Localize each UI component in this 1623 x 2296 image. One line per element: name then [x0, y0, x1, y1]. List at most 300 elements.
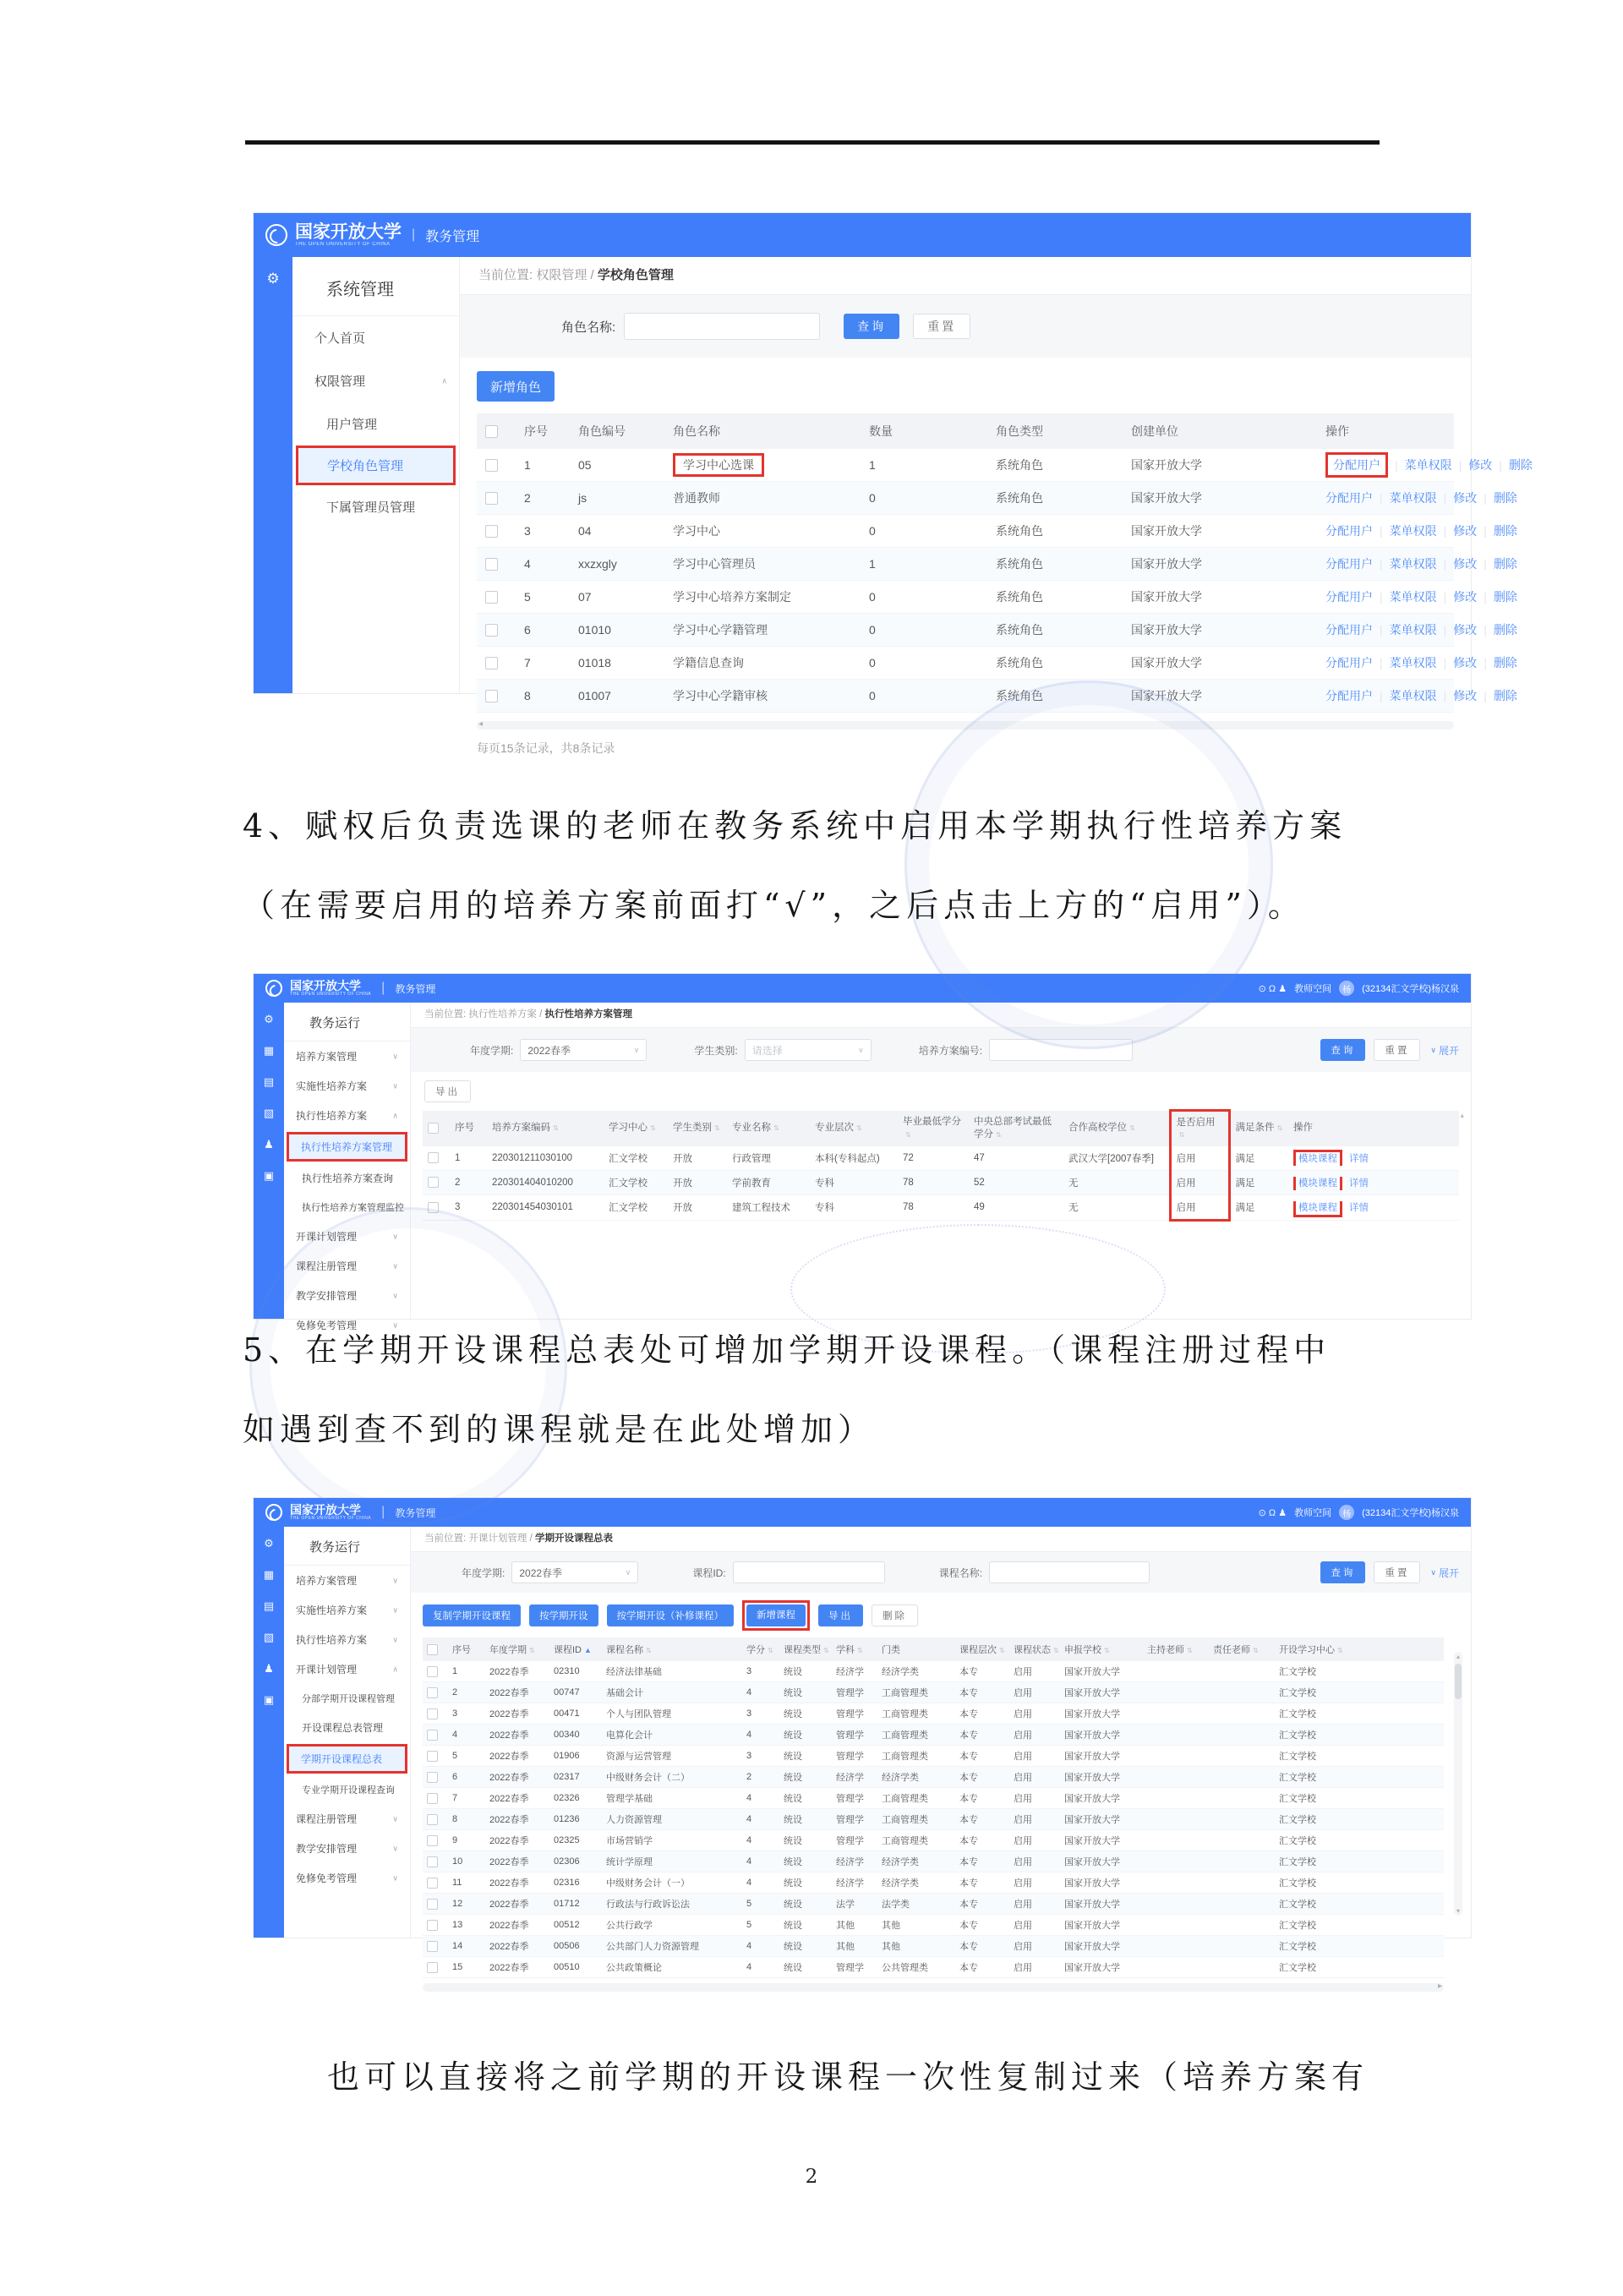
sort-icon: ⇅ — [529, 1647, 535, 1654]
action-link[interactable]: 删除 — [1493, 557, 1517, 571]
cell: 个人与团队管理 — [602, 1703, 742, 1725]
action-link[interactable]: 分配用户 — [1325, 590, 1373, 604]
cell: 管理学 — [832, 1746, 877, 1767]
action-link[interactable]: 修改 — [1468, 458, 1493, 472]
horizontal-scrollbar[interactable] — [477, 721, 1454, 730]
cell: 本专 — [955, 1872, 1009, 1894]
sidebar-item-label: 个人首页 — [314, 331, 366, 346]
table-row — [423, 1936, 1444, 1957]
cell: 汇文学校 — [1275, 1872, 1444, 1894]
cell: 开放 — [668, 1194, 727, 1220]
cell: 满足 — [1229, 1194, 1288, 1220]
breadcrumb-parent[interactable]: 开课计划管理 — [468, 1533, 527, 1544]
cell — [1209, 1851, 1275, 1872]
action-link[interactable]: 修改 — [1453, 524, 1478, 538]
column-header: 门类 — [877, 1637, 955, 1661]
column-header[interactable]: 学生类别 ⇅ — [668, 1111, 727, 1146]
cell: 3 — [448, 1703, 485, 1725]
checkbox[interactable] — [427, 1878, 438, 1889]
scroll-left-icon[interactable]: ◂ — [478, 719, 484, 729]
account-name[interactable]: (32134汇文学校)杨汉泉 — [1362, 984, 1459, 994]
cell: 220301211030100 — [487, 1146, 604, 1171]
cell: 14 — [448, 1936, 485, 1957]
cell: 系统角色 — [987, 647, 1123, 680]
sidebar-item-label: 实施性培养方案 — [296, 1080, 368, 1092]
cell: 4 — [742, 1830, 779, 1851]
term-label: 年度学期: — [470, 1044, 514, 1057]
checkbox[interactable] — [485, 558, 498, 571]
cell: 0 — [861, 482, 987, 515]
cell: 学习中心管理员 — [664, 548, 861, 581]
user-icon[interactable]: ♟ — [264, 1138, 274, 1151]
icon-rail — [254, 1527, 284, 1938]
checkbox[interactable] — [428, 1202, 439, 1213]
scroll-thumb[interactable] — [1455, 1664, 1462, 1699]
checkbox[interactable] — [427, 1730, 438, 1741]
cell — [1143, 1851, 1209, 1872]
column-header[interactable]: 课程名称 ⇅ — [602, 1637, 742, 1661]
action-link[interactable]: 修改 — [1453, 590, 1478, 604]
gear-icon[interactable]: ⚙ — [266, 271, 280, 287]
cell: 1 — [450, 1146, 487, 1171]
cell: 4 — [742, 1725, 779, 1746]
action-link[interactable]: 分配用户 — [1325, 557, 1373, 571]
sidebar-item[interactable] — [284, 1222, 410, 1251]
checkbox[interactable] — [428, 1177, 439, 1188]
column-header[interactable]: 年度学期 ⇅ — [485, 1637, 549, 1661]
checkbox[interactable] — [428, 1152, 439, 1163]
cell: 2022春季 — [485, 1809, 549, 1830]
cell — [1209, 1682, 1275, 1703]
avatar[interactable]: 杨 — [1339, 1505, 1354, 1520]
sidebar-item[interactable] — [284, 1775, 410, 1804]
avatar[interactable]: 杨 — [1339, 981, 1354, 996]
sidebar-item[interactable] — [284, 1566, 410, 1595]
column-header[interactable]: 课程类型 ⇅ — [779, 1637, 832, 1661]
cell: 无 — [1063, 1170, 1170, 1194]
cell: 国家开放大学 — [1060, 1915, 1143, 1936]
cell: 系统角色 — [987, 548, 1123, 581]
cell: 汇文学校 — [1275, 1661, 1444, 1682]
divider: | — [1395, 458, 1398, 472]
cell: 中级财务会计（二） — [602, 1767, 742, 1788]
action-link[interactable]: 修改 — [1453, 689, 1478, 702]
chevron-up-icon: ∧ — [392, 1111, 398, 1119]
sidebar-item-label: 开设课程总表管理 — [302, 1722, 384, 1734]
reset-button[interactable]: 重置 — [1374, 1561, 1420, 1583]
sidebar-item[interactable] — [284, 1281, 410, 1310]
action-link[interactable]: 菜单权限 — [1389, 557, 1437, 571]
cell: 其他 — [832, 1915, 877, 1936]
cell: 其他 — [832, 1936, 877, 1957]
cell: 学籍信息查询 — [664, 647, 861, 680]
action-link[interactable]: 修改 — [1453, 623, 1478, 637]
course-name-input[interactable] — [989, 1561, 1150, 1583]
sidebar-item[interactable] — [284, 1101, 410, 1130]
cell: 2022春季 — [485, 1682, 549, 1703]
column-header[interactable]: 毕业最低学分⇅ — [898, 1111, 969, 1146]
column-header[interactable]: 满足条件 ⇅ — [1229, 1111, 1288, 1146]
action-link[interactable]: 删除 — [1493, 524, 1517, 538]
cell: 其他 — [877, 1936, 955, 1957]
action-link[interactable]: 菜单权限 — [1404, 458, 1452, 472]
reset-button[interactable]: 重置 — [913, 314, 970, 339]
column-header[interactable]: 学分 ⇅ — [742, 1637, 779, 1661]
column-header[interactable]: 学科 ⇅ — [832, 1637, 877, 1661]
checkbox[interactable] — [485, 459, 498, 472]
sidebar-item-label: 课程注册管理 — [296, 1260, 358, 1272]
cell: 4 — [742, 1809, 779, 1830]
column-header[interactable]: 开设学习中心 ⇅ — [1275, 1637, 1444, 1661]
action-link[interactable]: 模块课程 — [1293, 1150, 1342, 1166]
scroll-up-icon[interactable]: ▴ — [1460, 1111, 1464, 1119]
table-row — [423, 1830, 1444, 1851]
checkbox[interactable] — [485, 492, 498, 505]
cell: 本专 — [955, 1936, 1009, 1957]
cell: 国家开放大学 — [1060, 1936, 1143, 1957]
column-header[interactable]: 课程ID ▲ — [549, 1637, 602, 1661]
account-name[interactable]: (32134汇文学校)杨汉泉 — [1362, 1508, 1459, 1518]
vertical-scrollbar[interactable] — [1454, 1652, 1462, 1916]
sort-icon: ⇅ — [646, 1647, 652, 1654]
cell — [1209, 1872, 1275, 1894]
action-link[interactable]: 模块课程 — [1293, 1201, 1342, 1217]
checkbox[interactable] — [427, 1962, 438, 1973]
cell — [1143, 1661, 1209, 1682]
cell: 04 — [570, 515, 664, 548]
cell: 统设 — [779, 1830, 832, 1851]
cell: 管理学 — [832, 1788, 877, 1809]
workspace-link[interactable]: 教师空间 — [1294, 1508, 1332, 1518]
cell: 2022春季 — [485, 1915, 549, 1936]
action-link[interactable]: 菜单权限 — [1389, 656, 1437, 670]
sidebar-item-label: 执行性培养方案 — [296, 1634, 368, 1646]
cell: 01712 — [549, 1894, 602, 1915]
cell: 国家开放大学 — [1123, 614, 1317, 647]
cell: 资源与运营管理 — [602, 1746, 742, 1767]
cell: 01018 — [570, 647, 664, 680]
course-id-input[interactable] — [733, 1561, 885, 1583]
horizontal-rule — [245, 140, 1380, 145]
sidebar — [284, 1003, 411, 1331]
action-link[interactable]: 菜单权限 — [1389, 524, 1437, 538]
sidebar-item[interactable] — [292, 316, 459, 359]
breadcrumb: 当前位置: 开课计划管理 / 学期开设课程总表 — [411, 1527, 1471, 1552]
column-header[interactable]: 课程状态 ⇅ — [1009, 1637, 1060, 1661]
role-name-label: 角色名称: — [561, 320, 616, 335]
sort-icon: ⇅ — [1104, 1647, 1110, 1654]
sidebar-title: 教务运行 — [284, 1003, 410, 1041]
cell: 5 — [448, 1746, 485, 1767]
sidebar-item[interactable] — [284, 1834, 410, 1863]
chat-icon[interactable]: ▣ — [263, 1169, 275, 1182]
term-select[interactable]: 2022春季 ∨ — [520, 1039, 647, 1061]
brand-subtitle: THE OPEN UNIVERSITY OF CHINA — [295, 241, 391, 247]
action-link[interactable]: 修改 — [1453, 557, 1478, 571]
cell: 本专 — [955, 1682, 1009, 1703]
scroll-right-icon[interactable]: ▸ — [1437, 1982, 1442, 1991]
chevron-down-icon: ∨ — [392, 1232, 398, 1240]
sidebar-item[interactable] — [284, 1654, 410, 1684]
column-header[interactable]: 中央总部考试最低学分 ⇅ — [969, 1111, 1063, 1146]
grid-icon[interactable]: ▦ — [263, 1568, 275, 1581]
cell: 4 — [448, 1725, 485, 1746]
sidebar-title: 教务运行 — [284, 1527, 410, 1566]
search-button[interactable]: 查询 — [1320, 1039, 1365, 1061]
add-role-button[interactable]: 新增角色 — [477, 371, 555, 402]
sidebar-item[interactable] — [284, 1625, 410, 1654]
breadcrumb-current: 学期开设课程总表 — [535, 1533, 614, 1544]
search-button[interactable]: 查询 — [1320, 1561, 1365, 1583]
cell: 其他 — [877, 1915, 955, 1936]
cell: 本专 — [955, 1894, 1009, 1915]
paragraph-4-line-2: （在需要启用的培养方案前面打“√”，之后点击上方的“启用”）。 — [243, 887, 1305, 924]
action-link[interactable]: 分配用户 — [1325, 656, 1373, 670]
sidebar-item-label: 执行性培养方案管理监控 — [302, 1203, 404, 1213]
sidebar-item[interactable] — [284, 1163, 410, 1193]
cell: 系统角色 — [987, 680, 1123, 713]
checkbox[interactable] — [427, 1941, 438, 1952]
checkbox[interactable] — [427, 1708, 438, 1719]
cell: 启用 — [1009, 1957, 1060, 1978]
sidebar-item[interactable] — [284, 1863, 410, 1893]
action-link[interactable]: 详情 — [1349, 1153, 1369, 1164]
user-icon[interactable]: ♟ — [264, 1662, 274, 1675]
chat-icon[interactable]: ▣ — [263, 1693, 275, 1706]
sidebar-item[interactable] — [284, 1041, 410, 1071]
cell: 专科 — [810, 1170, 898, 1194]
breadcrumb-parent[interactable]: 执行性培养方案 — [468, 1009, 537, 1020]
doc-icon[interactable]: ▧ — [263, 1107, 275, 1119]
divider: | — [1443, 590, 1447, 604]
divider: | — [1484, 689, 1487, 702]
cell: 49 — [969, 1194, 1063, 1220]
cell: 6 — [516, 614, 570, 647]
delete-button[interactable]: 删除 — [872, 1604, 918, 1626]
app-header — [254, 1498, 1471, 1527]
cell: 本专 — [955, 1725, 1009, 1746]
toolbar — [423, 1600, 1471, 1631]
action-link[interactable]: 删除 — [1493, 491, 1517, 505]
sidebar-item[interactable] — [284, 1251, 410, 1281]
cell: 05 — [570, 449, 664, 482]
checkbox[interactable] — [485, 591, 498, 604]
card-icon[interactable]: ▤ — [263, 1599, 275, 1612]
cell: 市场营销学 — [602, 1830, 742, 1851]
checkbox[interactable] — [427, 1644, 438, 1655]
cell: 汇文学校 — [1275, 1767, 1444, 1788]
checkbox[interactable] — [427, 1899, 438, 1910]
cell: 本专 — [955, 1851, 1009, 1872]
action-link[interactable]: 菜单权限 — [1389, 491, 1437, 505]
action-link[interactable]: 菜单权限 — [1389, 623, 1437, 637]
sidebar-item[interactable] — [284, 1071, 410, 1101]
checkbox[interactable] — [485, 690, 498, 702]
open-by-term-button[interactable]: 按学期开设 — [529, 1604, 598, 1626]
checkbox[interactable] — [427, 1814, 438, 1825]
cell: 5 — [742, 1894, 779, 1915]
cell: 2022春季 — [485, 1851, 549, 1872]
cell: 统设 — [779, 1725, 832, 1746]
column-header: 序号 — [450, 1111, 487, 1146]
checkbox[interactable] — [427, 1920, 438, 1931]
action-link[interactable]: 菜单权限 — [1389, 689, 1437, 702]
cell: 2022春季 — [485, 1725, 549, 1746]
table-row — [423, 1767, 1444, 1788]
cell: 学习中心学籍审核 — [664, 680, 861, 713]
action-link[interactable]: 模块课程 — [1293, 1177, 1342, 1190]
term-select[interactable]: 2022春季 ∨ — [511, 1561, 638, 1583]
action-link[interactable]: 删除 — [1493, 689, 1517, 702]
column-header[interactable]: 培养方案编码 ⇅ — [487, 1111, 604, 1146]
checkbox[interactable] — [485, 525, 498, 538]
column-header[interactable]: 主持老师 ⇅ — [1143, 1637, 1209, 1661]
screenshot-school-role-management — [254, 213, 1533, 755]
column-header[interactable]: 合作高校学位 ⇅ — [1063, 1111, 1170, 1146]
sidebar-item[interactable] — [284, 1804, 410, 1834]
cell: 13 — [448, 1915, 485, 1936]
account-area — [1259, 1505, 1459, 1520]
breadcrumb-parent[interactable]: 权限管理 — [536, 268, 587, 282]
cell: 72 — [898, 1146, 969, 1171]
checkbox[interactable] — [427, 1772, 438, 1783]
checkbox[interactable] — [427, 1666, 438, 1677]
column-header[interactable]: 学习中心 ⇅ — [604, 1111, 668, 1146]
action-link[interactable]: 详情 — [1349, 1178, 1369, 1189]
cell: 统设 — [779, 1767, 832, 1788]
column-header[interactable]: 课程层次 ⇅ — [955, 1637, 1009, 1661]
action-link[interactable]: 删除 — [1493, 656, 1517, 670]
export-button[interactable]: 导出 — [424, 1080, 471, 1102]
cell: 工商管理类 — [877, 1746, 955, 1767]
sidebar-item[interactable] — [284, 1595, 410, 1625]
action-link[interactable]: 删除 — [1508, 458, 1533, 472]
expand-link[interactable]: ∨ 展开 — [1430, 1566, 1459, 1579]
divider: | — [381, 981, 385, 995]
action-link[interactable]: 菜单权限 — [1389, 590, 1437, 604]
card-icon[interactable]: ▤ — [263, 1075, 275, 1088]
sidebar-item-label: 培养方案管理 — [296, 1575, 358, 1587]
cell: 01007 — [570, 680, 664, 713]
cell: 2022春季 — [485, 1830, 549, 1851]
column-header[interactable]: 责任老师 ⇅ — [1209, 1637, 1275, 1661]
cell: 启用 — [1009, 1703, 1060, 1725]
action-link[interactable]: 删除 — [1493, 623, 1517, 637]
table-row — [423, 1872, 1444, 1894]
action-link[interactable]: 分配用户 — [1325, 491, 1373, 505]
action-link[interactable]: 修改 — [1453, 656, 1478, 670]
reset-button[interactable]: 重置 — [1374, 1039, 1420, 1061]
sidebar-item-active[interactable] — [287, 1744, 407, 1774]
copy-semester-courses-button[interactable]: 复制学期开设课程 — [423, 1604, 521, 1626]
cell — [1143, 1788, 1209, 1809]
action-link[interactable]: 分配用户 — [1325, 623, 1373, 637]
grid-icon[interactable]: ▦ — [263, 1044, 275, 1057]
column-header[interactable]: 专业层次 ⇅ — [810, 1111, 898, 1146]
cell: 汇文学校 — [1275, 1830, 1444, 1851]
plan-code-input[interactable] — [989, 1039, 1133, 1061]
table-row — [423, 1725, 1444, 1746]
checkbox[interactable] — [427, 1856, 438, 1867]
column-header[interactable]: 专业名称 ⇅ — [727, 1111, 810, 1146]
cell: 国家开放大学 — [1060, 1957, 1143, 1978]
student-type-select[interactable]: 请选择 ∨ — [745, 1039, 872, 1061]
checkbox[interactable] — [485, 425, 498, 438]
sidebar-item[interactable] — [284, 1684, 410, 1713]
table-row — [477, 647, 1454, 680]
column-header[interactable]: 是否启用⇅ — [1170, 1111, 1229, 1146]
cell: 5 — [742, 1915, 779, 1936]
cell: 国家开放大学 — [1060, 1851, 1143, 1872]
sidebar-item[interactable] — [292, 402, 459, 446]
scroll-down-icon[interactable]: ▾ — [1456, 1907, 1460, 1915]
gear-icon[interactable]: ⚙ — [264, 1537, 274, 1550]
cell: 汇文学校 — [1275, 1788, 1444, 1809]
sidebar-item-label: 学校角色管理 — [327, 459, 404, 473]
training-plans-table — [423, 1109, 1459, 1222]
checkbox[interactable] — [427, 1793, 438, 1804]
gear-icon[interactable]: ⚙ — [264, 1013, 274, 1025]
checkbox[interactable] — [485, 657, 498, 670]
action-link[interactable]: 分配用户 — [1325, 452, 1388, 478]
university-logo-icon — [265, 980, 282, 997]
action-link[interactable]: 详情 — [1349, 1203, 1369, 1214]
action-link[interactable]: 修改 — [1453, 491, 1478, 505]
checkbox[interactable] — [427, 1687, 438, 1698]
sidebar-item[interactable] — [292, 485, 459, 528]
sidebar-item-label: 执行性培养方案 — [296, 1110, 368, 1122]
sort-icon: ⇅ — [1178, 1131, 1185, 1140]
cell: 国家开放大学 — [1060, 1809, 1143, 1830]
open-by-term-makeup-button[interactable]: 按学期开设（补修课程） — [607, 1604, 735, 1626]
checkbox[interactable] — [485, 624, 498, 637]
sidebar-item-active[interactable] — [287, 1132, 407, 1162]
cell: 2022春季 — [485, 1661, 549, 1682]
cell: 启用 — [1009, 1746, 1060, 1767]
action-link[interactable]: 分配用户 — [1325, 689, 1373, 702]
checkbox[interactable] — [427, 1835, 438, 1846]
sidebar-item-label: 教学安排管理 — [296, 1843, 358, 1855]
export-button[interactable]: 导出 — [818, 1604, 863, 1626]
sidebar-item-active[interactable] — [296, 446, 456, 485]
sidebar-item[interactable] — [284, 1193, 410, 1222]
checkbox[interactable] — [428, 1123, 439, 1134]
checkbox[interactable] — [427, 1751, 438, 1762]
cell — [1209, 1936, 1275, 1957]
expand-link[interactable]: ∨ 展开 — [1430, 1044, 1459, 1057]
cell: 0 — [861, 515, 987, 548]
chevron-down-icon: ∨ — [392, 1320, 398, 1329]
table-row — [423, 1957, 1444, 1978]
cell: 本科(专科起点) — [810, 1146, 898, 1171]
cell: 2022春季 — [485, 1872, 549, 1894]
scroll-up-icon[interactable]: ▴ — [1456, 1653, 1460, 1660]
table-row — [423, 1788, 1444, 1809]
horizontal-scrollbar[interactable] — [423, 1983, 1444, 1992]
sidebar-item[interactable] — [284, 1713, 410, 1742]
add-course-button[interactable]: 新增课程 — [746, 1604, 806, 1626]
search-button[interactable]: 查询 — [844, 314, 899, 339]
column-header[interactable]: 申报学校 ⇅ — [1060, 1637, 1143, 1661]
sidebar-item[interactable] — [292, 359, 459, 402]
cell — [1143, 1725, 1209, 1746]
cell: 00506 — [549, 1936, 602, 1957]
role-name-input[interactable] — [624, 313, 820, 340]
workspace-link[interactable]: 教师空间 — [1294, 984, 1332, 994]
doc-icon[interactable]: ▧ — [263, 1631, 275, 1643]
action-link[interactable]: 删除 — [1493, 590, 1517, 604]
action-link[interactable]: 分配用户 — [1325, 524, 1373, 538]
